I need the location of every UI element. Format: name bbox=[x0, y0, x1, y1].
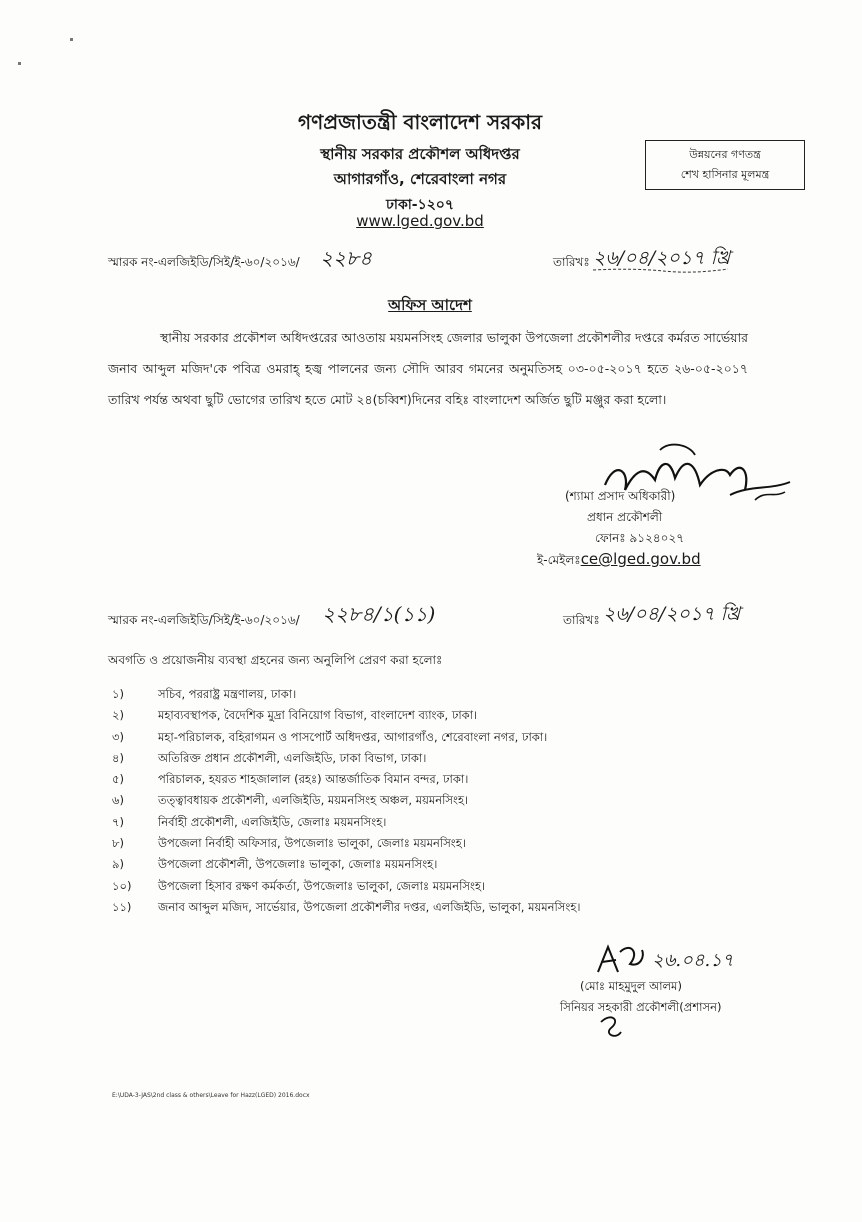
signatory-1-name: (শ্যামা প্রসাদ অধিকারী) bbox=[565, 489, 676, 503]
slogan-box bbox=[645, 140, 805, 190]
memo-ref-1 bbox=[108, 254, 300, 274]
list-item bbox=[112, 750, 712, 771]
list-item bbox=[112, 856, 712, 877]
signatory-1-email-label: ই-মেইলঃ bbox=[537, 553, 581, 567]
list-item-number: ৪) bbox=[112, 750, 124, 765]
list-item-number: ৮) bbox=[112, 836, 124, 851]
footer-file-path: E:\UDA-3-JAS\2nd class & others\Leave for Hazz(LGED) 2016.docx bbox=[112, 1092, 310, 1099]
list-item-number: ৭) bbox=[112, 814, 124, 829]
memo-2-date-label: তারিখঃ bbox=[563, 613, 600, 627]
cc-intro: অবগতি ও প্রয়োজনীয় ব্যবস্থা গ্রহনের জন্য অনুলিপি প্রেরণ করা হলোঃ bbox=[108, 653, 443, 667]
list-item-text: মহা-পরিচালক, বহিরাগমন ও পাসপোর্ট অধিদপ্তর, আগারগাঁও, শেরেবাংলা নগর, ঢাকা। bbox=[158, 729, 548, 744]
list-item-number: ১০) bbox=[112, 878, 132, 893]
initial-scribble bbox=[596, 1012, 626, 1042]
list-item bbox=[112, 707, 712, 728]
list-item-text: পরিচালক, হযরত শাহজালাল (রহঃ) আন্তর্জাতিক বিমান বন্দর, ঢাকা। bbox=[158, 772, 469, 787]
list-item-text: তত্ত্বাবধায়ক প্রকৌশলী, এলজিইডি, ময়মনসিংহ অঞ্চল, ময়মনসিংহ। bbox=[158, 793, 469, 808]
speck bbox=[70, 38, 73, 41]
list-item-number: ৩) bbox=[112, 729, 124, 744]
signatory-2-date-handwritten: ২৬.০৪.১৭ bbox=[652, 950, 734, 971]
memo-date-label: তারিখঃ bbox=[553, 255, 590, 269]
list-item-text: উপজেলা নির্বাহী অফিসার, উপজেলাঃ ভালুকা, জেলাঃ ময়মনসিংহ। bbox=[158, 836, 466, 851]
list-item bbox=[112, 792, 712, 813]
memo-2-date-handwritten: ২৬/০৪/২০১৭ খ্রি bbox=[603, 603, 741, 625]
list-item bbox=[112, 771, 712, 792]
memo-ref-2-handwritten: ২২৮৪/১(১১) bbox=[322, 602, 436, 626]
list-item-number: ১১) bbox=[112, 899, 132, 914]
list-item-number: ২) bbox=[112, 708, 124, 723]
signatory-2-designation: সিনিয়র সহকারী প্রকৌশলী(প্রশাসন) bbox=[560, 1000, 722, 1014]
address-line-2: ঢাকা-১২০৭ bbox=[385, 197, 455, 213]
memo-ref-2-label: স্মারক নং-এলজিইডি/সিই/ই-৬০/২০১৬/ bbox=[108, 613, 300, 627]
list-item bbox=[112, 686, 712, 707]
list-item-text: জনাব আব্দুল মজিদ, সার্ভেয়ার, উপজেলা প্রকৌশলীর দপ্তর, এলজিইডি, ভালুকা, ময়মনসিংহ। bbox=[158, 899, 581, 914]
memo-date-handwritten: ২৬/০৪/২০১৭ খ্রি bbox=[593, 247, 731, 269]
list-item-text: সচিব, পররাষ্ট্র মন্ত্রণালয়, ঢাকা। bbox=[158, 687, 297, 701]
list-item-text: অতিরিক্ত প্রধান প্রকৌশলী, এলজিইডি, ঢাকা বিভাগ, ঢাকা। bbox=[158, 750, 427, 765]
list-item-number: ৫) bbox=[112, 772, 124, 787]
list-item bbox=[112, 878, 712, 899]
list-item-number: ৬) bbox=[112, 793, 124, 808]
list-item-text: উপজেলা প্রকৌশলী, উপজেলাঃ ভালুকা, জেলাঃ ময়মনসিংহ। bbox=[158, 857, 438, 872]
list-item bbox=[112, 899, 712, 920]
department-name: স্থানীয় সরকার প্রকৌশল অধিদপ্তর bbox=[320, 145, 520, 163]
signatory-1-email-link[interactable]: ce@lged.gov.bd bbox=[580, 550, 701, 568]
list-item-text: নির্বাহী প্রকৌশলী, এলজিইডি, জেলাঃ ময়মনসিংহ। bbox=[158, 814, 387, 829]
slogan-line-1: উন্নয়নের গণতন্ত্র bbox=[689, 148, 761, 161]
slogan-line-2: শেখ হাসিনার মূলমন্ত্র bbox=[680, 168, 770, 181]
signatory-2-name: (মোঃ মাহমুদুল আলম) bbox=[580, 979, 682, 993]
list-item bbox=[112, 729, 712, 750]
signatory-2 bbox=[560, 976, 721, 1018]
list-item-text: উপজেলা হিসাব রক্ষণ কর্মকর্তা, উপজেলাঃ ভালুকা, জেলাঃ ময়মনসিংহ। bbox=[158, 878, 486, 893]
speck bbox=[18, 62, 21, 65]
cc-list bbox=[112, 686, 712, 920]
signatory-1-phone: ফোনঃ ৯১২৪০২৭ bbox=[595, 531, 685, 545]
list-item bbox=[112, 835, 712, 856]
list-item-number: ৯) bbox=[112, 857, 124, 872]
order-body: স্থানীয় সরকার প্রকৌশল অধিদপ্তরের আওতায় ময়মনসিংহ জেলার ভালুকা উপজেলা প্রকৌশলীর দপ্তরে কর্মরত সার্ভেয়ার জনাব আব্দুল মজিদ'কে পবিত্র ওমরাহ্ হজ্ব পালনের জন্য সৌদি আরব গমনের অনুমতিসহ ০৩-০৫-২০১৭ হতে ২৬-০৫-২০১৭ তারিখ পর্যন্ত অথবা ছুটি ভোগের তারিখ হতে মোট ২৪(চব্বিশ)দিনের বহিঃ বাংলাদেশ অর্জিত ছুটি মঞ্জুর করা হলো। bbox=[108, 330, 748, 407]
signatory-1-designation: প্রধান প্রকৌশলী bbox=[587, 510, 663, 524]
address-line-1: আগারগাঁও, শেরেবাংলা নগর bbox=[333, 170, 507, 188]
website-link[interactable]: www.lged.gov.bd bbox=[356, 212, 484, 230]
signatory-1 bbox=[537, 486, 701, 571]
government-title: গণপ্রজাতন্ত্রী বাংলাদেশ সরকার bbox=[298, 110, 542, 134]
list-item-text: মহাব্যবস্থাপক, বৈদেশিক মুদ্রা বিনিয়োগ বিভাগ, বাংলাদেশ ব্যাংক, ঢাকা। bbox=[158, 708, 478, 723]
order-title: অফিস আদেশ bbox=[388, 296, 472, 314]
list-item-number: ১) bbox=[112, 687, 124, 701]
memo-ref-handwritten: ২২৮৪ bbox=[320, 246, 372, 270]
list-item bbox=[112, 814, 712, 835]
date-underline bbox=[593, 266, 733, 276]
memo-ref-label: স্মারক নং-এলজিইডি/সিই/ই-৬০/২০১৬/ bbox=[108, 255, 300, 269]
